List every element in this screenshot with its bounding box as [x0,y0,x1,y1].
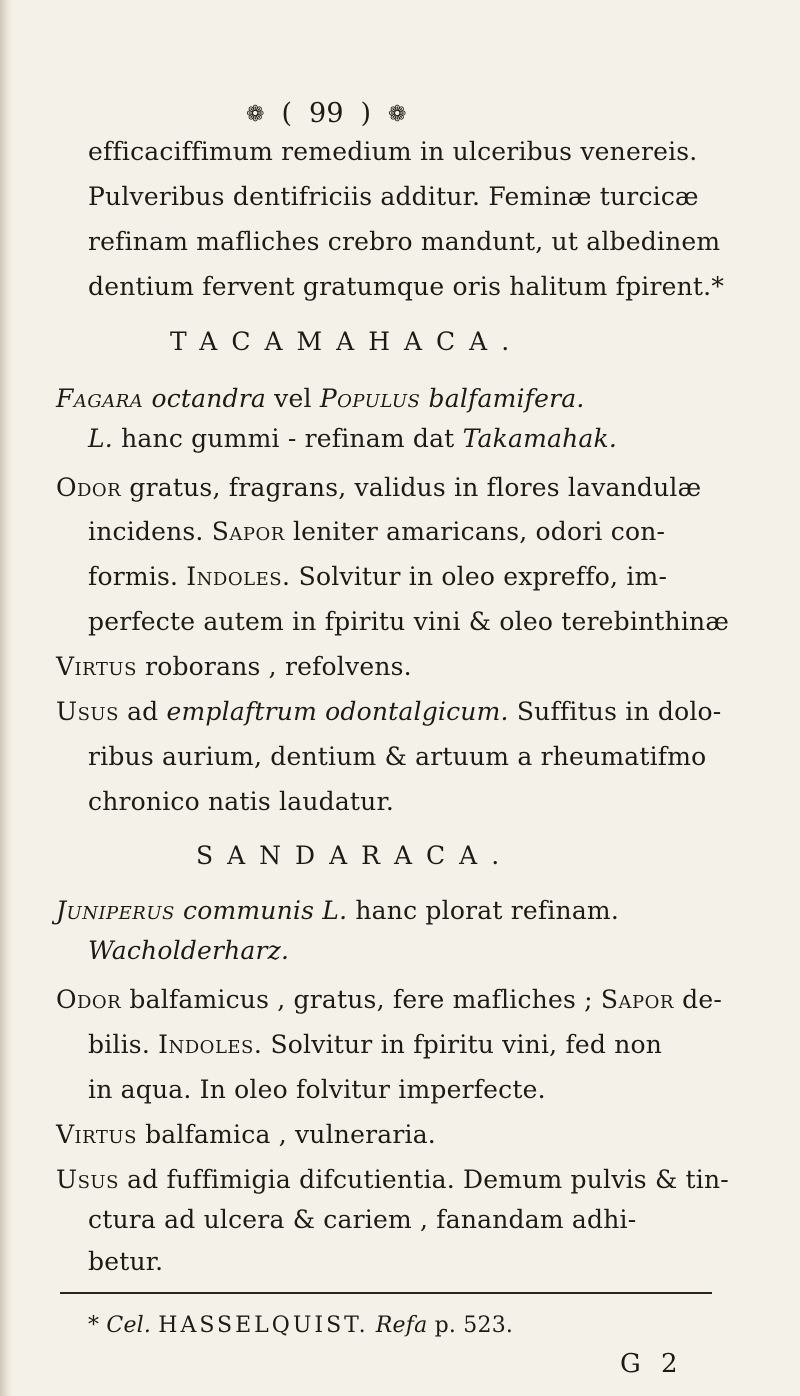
tacamahaca-line-7 [56,651,412,683]
page-gutter-shadow [0,0,12,1396]
sandaraca-line-3 [56,984,722,1016]
footnote-marker: * [88,1313,100,1338]
footnote-prefix: Cel. [106,1313,152,1338]
sandaraca-line-4 [88,1029,662,1061]
usus-label: Usus [56,697,119,726]
indoles-label-2: Indoles. [158,1030,263,1059]
sandaraca-line-8: ctura ad ulcera & cariem , fanandam adhi- [88,1205,637,1234]
virtus-label: Virtus [56,652,137,681]
vernacular-name-2: Wacholderharz. [88,936,290,965]
section-title-tacamahaca: TACAMAHACA. [170,327,524,356]
tacamahaca-line-8 [56,696,721,728]
odor-label-2: Odor [56,985,122,1014]
footnote-rule [60,1292,712,1294]
tacamahaca-line-5 [88,561,667,593]
sandaraca-line-5: in aqua. In oleo folvitur imperfecte. [88,1075,546,1104]
sandaraca-line-1 [56,895,619,927]
indoles-text-2: Solvitur in fpiritu vini, fed non [270,1030,663,1059]
sapor-label: Sapor [211,517,285,546]
sandaraca-line-6 [56,1119,436,1151]
sandaraca-line-9: betur. [88,1247,164,1276]
genus-fagara: Fagara [56,384,144,413]
sapor-text-2-cont: bilis. [88,1030,150,1059]
tacamahaca-line-10: chronico natis laudatur. [88,787,395,816]
species-octandra: octandra [151,384,267,413]
footnote-author: HASSELQUIST. [158,1313,369,1338]
sapor-label-2: Sapor [600,985,674,1014]
linnaeus-abbrev: L. [88,424,113,453]
conjunction-vel: vel [274,384,312,413]
virtus-label-2: Virtus [56,1120,137,1149]
vernacular-name: Takamahak. [462,424,617,453]
footnote [88,1310,513,1342]
sapor-text-cont: formis. [88,562,179,591]
virtus-text-2: balfamica , vulneraria. [145,1120,436,1149]
intro-line-3: refinam mafliches crebro mandunt, ut albedinem [88,227,721,256]
odor-text-cont: incidens. [88,517,204,546]
resin-description: hanc gummi - refinam dat [121,424,455,453]
sandaraca-line-7 [56,1164,729,1196]
sapor-text: leniter amaricans, odori con- [292,517,666,546]
sandaraca-line-2 [88,935,289,967]
section-title-sandaraca: SANDARACA. [196,841,514,870]
indoles-text: Solvitur in oleo expreffo, im- [298,562,668,591]
species-balsamifera: balfamifera. [428,384,585,413]
signature-mark: G 2 [620,1349,684,1379]
tacamahaca-line-2 [88,423,617,455]
odor-label: Odor [56,473,122,502]
genus-juniperus: Juniperus [56,896,175,925]
running-header [246,98,407,131]
odor-text-2: balfamicus , gratus, fere mafliches ; [129,985,593,1014]
usus-text-a: ad [127,697,159,726]
tacamahaca-line-4 [88,516,665,548]
usus-text-b: Suffitus in dolo- [516,697,722,726]
sandaraca-resin-text: hanc plorat refinam. [355,896,619,925]
indoles-label: Indoles. [186,562,291,591]
intro-line-1: efficaciffimum remedium in ulceribus venereis. [88,137,698,166]
footnote-page: p. 523. [434,1313,514,1338]
usus-text-2: ad fuffimigia difcutientia. Demum pulvis & tin- [127,1165,729,1194]
intro-line-4: dentium fervent gratumque oris halitum fpirent.* [88,272,725,301]
usus-label-2: Usus [56,1165,119,1194]
footnote-work: Refa [375,1313,428,1338]
tacamahaca-line-6: perfecte autem in fpiritu vini & oleo terebinthinæ [88,607,730,636]
linnaeus-abbrev-2: L. [322,896,348,925]
tacamahaca-line-3 [56,472,701,504]
left-ornament-icon: ❁ [246,102,265,127]
virtus-text: roborans , refolvens. [145,652,412,681]
odor-text: gratus, fragrans, validus in flores lavandulæ [129,473,702,502]
tacamahaca-line-9: ribus aurium, dentium & artuum a rheumatifmo [88,742,707,771]
usus-text-italic: emplaftrum odontalgicum. [166,697,509,726]
sapor-text-2: de- [682,985,722,1014]
tacamahaca-line-1 [56,383,585,415]
genus-populus: Populus [319,384,421,413]
right-ornament-icon: ❁ [388,102,407,127]
species-communis: communis [183,896,315,925]
intro-line-2: Pulveribus dentifriciis additur. Feminæ turcicæ [88,182,699,211]
page-number: ( 99 ) [281,98,372,129]
